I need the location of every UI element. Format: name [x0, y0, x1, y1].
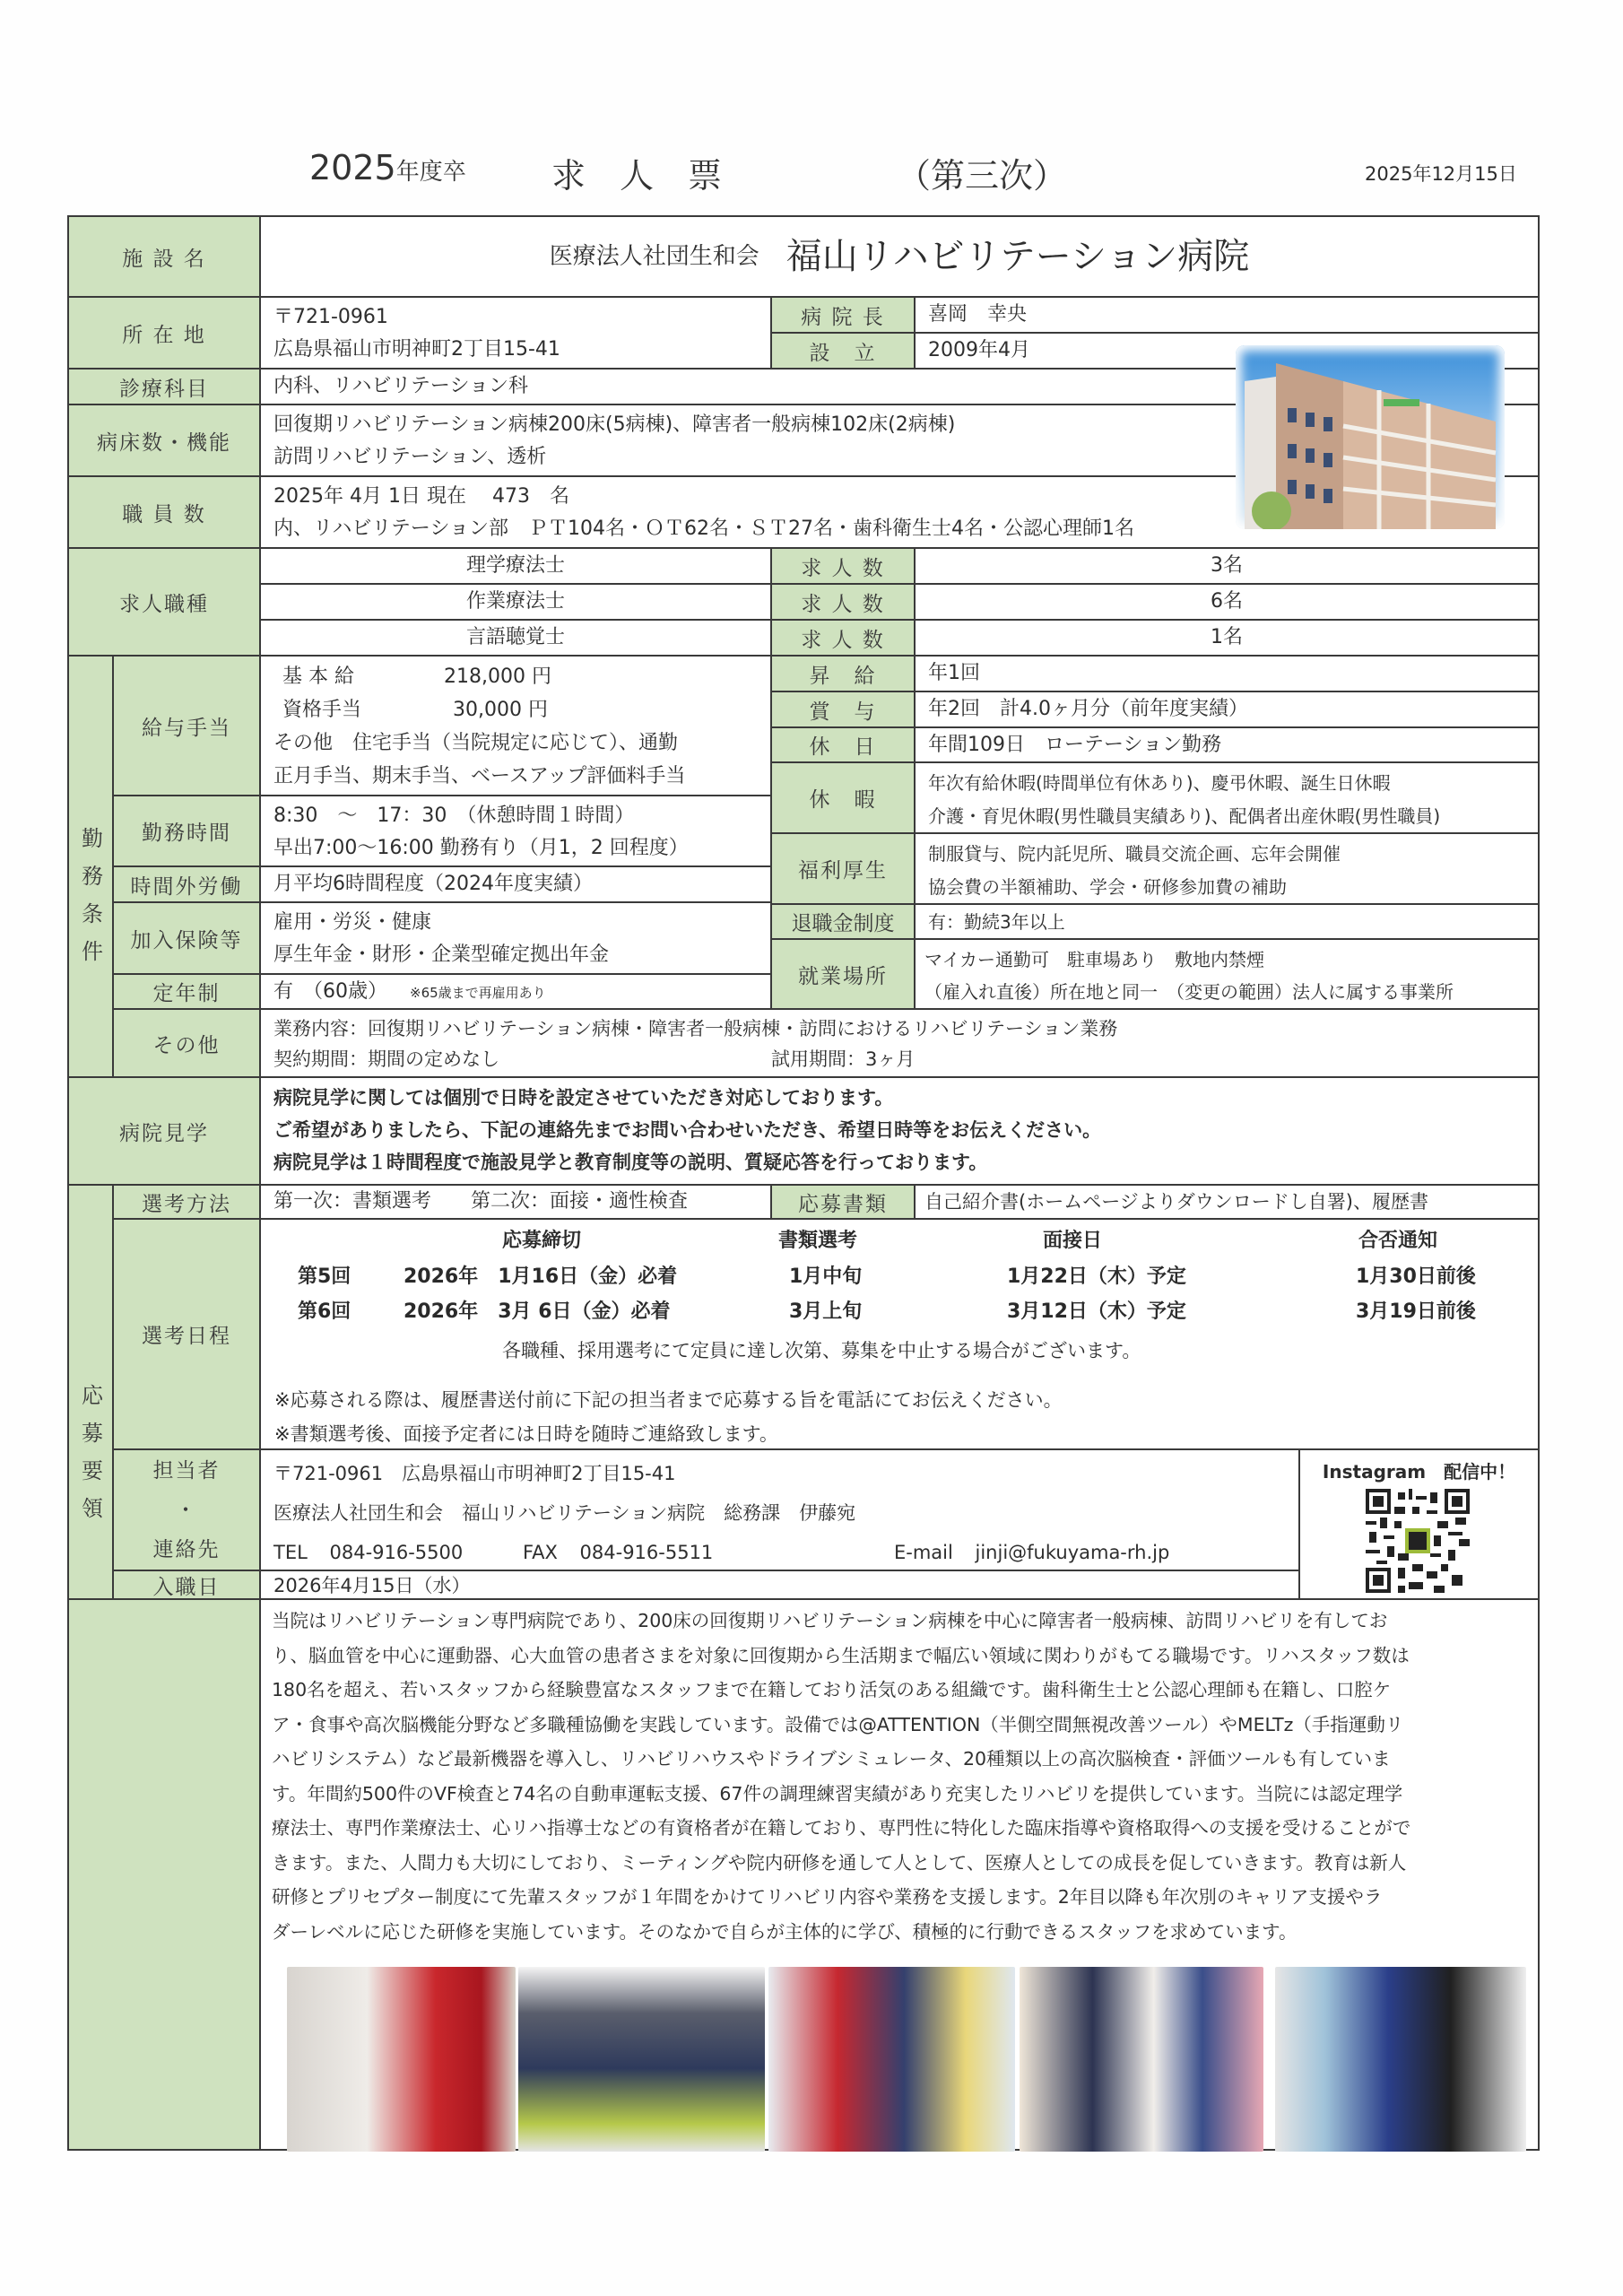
leave-label: 休 暇: [770, 761, 916, 834]
schedule-screening-6: 3月上旬: [789, 1300, 863, 1323]
fax-number: 084-916-5511: [579, 1542, 714, 1563]
application-section-label: 応募要領: [67, 1184, 114, 1600]
leave-value: [914, 761, 1540, 834]
welfare-label: 福利厚生: [770, 832, 916, 905]
schedule-header-interview: 面接日: [1043, 1230, 1103, 1252]
raise-label: 昇 給: [770, 655, 916, 692]
header-year: [309, 148, 466, 187]
severance-value: 有：勤続3年以上: [914, 903, 1540, 940]
schedule-note: 各職種、採用選考にて定員に達し次第、募集を中止する場合がございます。: [502, 1340, 1141, 1361]
photo-hand-rehab: [768, 1967, 1015, 2152]
description-line: きます。また、人間力も大切にしており、ミーティングや院内研修を通して人として、医療人としての成長を促していきます。教育は新人: [272, 1851, 1407, 1874]
email-link[interactable]: jinji@fukuyama-rh.jp: [975, 1542, 1170, 1563]
base-salary-label: 基 本 給: [282, 665, 354, 688]
photo-attention-screen: [1020, 1967, 1263, 2152]
workplace-value: [914, 938, 1540, 1010]
instagram-box: [1298, 1448, 1540, 1600]
start-label: 入職日: [112, 1570, 261, 1600]
founded-label: 設 立: [770, 332, 916, 370]
job-content: 業務内容：回復期リハビリテーション病棟・障害者一般病棟・訪問におけるリハビリテーション業務: [273, 1018, 1118, 1039]
insurance-label: 加入保険等: [112, 901, 261, 975]
contract-period: 契約期間：期間の定めなし: [273, 1048, 499, 1070]
leave-line-1: 年次有給休暇(時間単位有休あり)、慶弔休暇、誕生日休暇: [928, 772, 1391, 794]
beds-line-2: 訪問リハビリテーション、透析: [273, 446, 547, 468]
job-count-1: 3名: [914, 547, 1540, 585]
schedule-round-6: 第6回: [298, 1300, 352, 1323]
base-salary: 218,000 円: [444, 665, 551, 688]
tel-label: TEL: [273, 1542, 308, 1563]
fax-label: FAX: [522, 1542, 558, 1563]
docs-value: 自己紹介書(ホームページよりダウンロードし自署)、履歴書: [914, 1184, 1540, 1220]
description-line: 研修とプリセプター制度にて先輩スタッフが１年間をかけてリハビリ内容や業務を支援します。2年目以降も年次別のキャリア支援やラ: [272, 1886, 1383, 1908]
hours-line-2: 早出7:00～16:00 勤務有り（月1，2 回程度）: [273, 837, 689, 859]
postal-code: 〒721-0961: [273, 306, 388, 328]
schedule-screening-5: 1月中旬: [789, 1265, 863, 1288]
staff-line-1: 2025年 4月 1日 現在 473 名: [273, 485, 569, 508]
schedule-interview-5: 1月22日（木）予定: [1007, 1265, 1186, 1288]
schedule-round-5: 第5回: [298, 1265, 352, 1288]
director-label: 病 院 長: [770, 296, 916, 334]
other-label: その他: [112, 1008, 261, 1078]
salary-label: 給与手当: [112, 655, 261, 796]
doc-date: 2025年12月15日: [1365, 163, 1517, 185]
facility-name-cell: [259, 215, 1540, 298]
year-suffix: 年度卒: [395, 159, 466, 186]
welfare-line-2: 協会費の半額補助、学会・研修参加費の補助: [928, 876, 1287, 898]
schedule-deadline-5: 2026年 1月16日（金）必着: [404, 1265, 678, 1288]
staff-line-2: 内、リハビリテーション部 ＰＴ104名・ＯＴ62名・ＳＴ27名・歯科衛生士4名・公認心理師1名: [273, 517, 1134, 540]
location-value: [259, 296, 772, 370]
description-line: す。年間約500件のVF検査と74名の自動車運転支援、67件の調理練習実績があり充実したリハビリを提供しています。当院には認定理学: [272, 1782, 1403, 1805]
job-name-3: 言語聴覚士: [259, 619, 772, 657]
start-value: 2026年4月15日（水）: [259, 1570, 1300, 1600]
instagram-qr-code[interactable]: [1366, 1488, 1470, 1594]
insurance-line-2: 厚生年金・財形・企業型確定拠出年金: [273, 944, 610, 966]
application-note-1: ※応募される際は、履歴書送付前に下記の担当者まで応募する旨を電話にてお伝えください。: [274, 1389, 1063, 1411]
founded-value: 2009年4月: [914, 332, 1540, 370]
beds-label: 病床数・機能: [67, 404, 261, 477]
job-count-2: 6名: [914, 583, 1540, 621]
contact-label-contact: 連絡先: [152, 1537, 221, 1561]
method-value: 第一次：書類選考 第二次：面接・適性検査: [259, 1184, 772, 1220]
year-number: 2025: [309, 148, 396, 187]
holidays-label: 休 日: [770, 726, 916, 763]
hours-label: 勤務時間: [112, 795, 261, 867]
job-count-label-2: 求 人 数: [770, 583, 916, 621]
workplace-line-2: （雇入れ直後）所在地と同一 （変更の範囲）法人に属する事業所: [924, 981, 1454, 1003]
job-count-3: 1名: [914, 619, 1540, 657]
job-name-2: 作業療法士: [259, 583, 772, 621]
qual-allowance-label: 資格手当: [282, 699, 362, 721]
facility-label: 施 設 名: [67, 215, 261, 298]
facility-corp: 医療法人社団生和会: [549, 243, 759, 270]
welfare-value: [914, 832, 1540, 905]
contact-address: 〒721-0961 広島県福山市明神町2丁目15-41: [273, 1463, 676, 1484]
overtime-value: 月平均6時間程度（2024年度実績）: [259, 865, 772, 903]
tour-line-2: ご希望がありましたら、下記の連絡先までお問い合わせいただき、希望日時等をお伝えください。: [273, 1119, 1102, 1141]
schedule-deadline-6: 2026年 3月 6日（金）必着: [404, 1300, 671, 1323]
schedule-header-screening: 書類選考: [778, 1230, 858, 1252]
location-label: 所 在 地: [67, 296, 261, 370]
photo-evaluation: [1275, 1967, 1526, 2152]
hours-value: [259, 795, 772, 867]
leave-line-2: 介護・育児休暇(男性職員実績あり)、配偶者出産休暇(男性職員): [928, 805, 1441, 827]
schedule-result-6: 3月19日前後: [1356, 1300, 1476, 1323]
departments-label: 診療科目: [67, 368, 261, 405]
address: 広島県福山市明神町2丁目15-41: [273, 338, 560, 361]
raise-value: 年1回: [914, 655, 1540, 692]
job-count-label-1: 求 人 数: [770, 547, 916, 585]
retirement-age: 有 （60歳）: [273, 980, 387, 1003]
job-name-1: 理学療法士: [259, 547, 772, 585]
qual-allowance: 30,000 円: [453, 699, 548, 721]
hospital-building-photo: [1236, 345, 1505, 529]
contact-label: [112, 1448, 261, 1571]
photo-kitchen-training: [287, 1967, 516, 2152]
hours-line-1: 8:30 ～ 17：30 （休憩時間１時間）: [273, 804, 635, 827]
description-label-cell: [67, 1598, 261, 2151]
schedule-header-deadline: 応募締切: [502, 1230, 582, 1252]
beds-line-1: 回復期リハビリテーション病棟200床(5病棟)、障害者一般病棟102床(2病棟): [273, 413, 956, 436]
description-line: ハビリシステム）など最新機器を導入し、リハビリハウスやドライブシミュレータ、20種類以上の高次脳検査・評価ツールも有していま: [272, 1748, 1391, 1770]
contact-label-dot: ・: [175, 1498, 198, 1522]
instagram-label: Instagram 配信中！: [1322, 1461, 1516, 1483]
facility-name: 福山リハビリテーション病院: [785, 236, 1250, 277]
overtime-label: 時間外労働: [112, 865, 261, 903]
application-note-2: ※書類選考後、面接予定者には日時を随時ご連絡致します。: [274, 1423, 778, 1445]
email-label: E-mail: [893, 1542, 953, 1563]
description-line: ア・食事や高次脳機能分野など多職種協働を実践しています。設備では@ATTENTION（半側空間無視改善ツール）やMELTz（手指運動リ: [272, 1713, 1404, 1735]
staff-label: 職 員 数: [67, 475, 261, 549]
retirement-label: 定年制: [112, 973, 261, 1010]
tel-number[interactable]: 084-916-5500: [329, 1542, 464, 1563]
severance-label: 退職金制度: [770, 903, 916, 940]
holidays-value: 年間109日 ローテーション勤務: [914, 726, 1540, 763]
insurance-value: [259, 901, 772, 975]
doc-round: （第三次）: [897, 156, 1068, 196]
schedule-result-5: 1月30日前後: [1356, 1265, 1476, 1288]
docs-label: 応募書類: [770, 1184, 916, 1220]
bonus-value: 年2回 計4.0ヶ月分（前年度実績）: [914, 691, 1540, 728]
other-allowances-1: その他 住宅手当（当院規定に応じて）、通勤: [273, 732, 679, 754]
bonus-label: 賞 与: [770, 691, 916, 728]
description-line: 療法士、専門作業療法士、心リハ指導士などの有資格者が在籍しており、専門性に特化した臨床指導や資格取得への支援を受けることがで: [272, 1817, 1411, 1839]
description-line: 180名を超え、若いスタッフから経験豊富なスタッフまで在籍しており活気のある組織です。歯科衛生士と公認心理師も在籍し、口腔ケ: [272, 1679, 1392, 1700]
retirement-note: ※65歳まで再雇用あり: [410, 985, 546, 1001]
tour-label: 病院見学: [67, 1076, 261, 1186]
contact-value: [259, 1448, 1300, 1571]
director-value: 喜岡 幸央: [914, 296, 1540, 334]
schedule-interview-6: 3月12日（木）予定: [1007, 1300, 1186, 1323]
trial-period: 試用期間：3ヶ月: [771, 1048, 916, 1070]
tour-line-1: 病院見学に関しては個別で日時を設定させていただき対応しております。: [273, 1087, 894, 1109]
retirement-value: [259, 973, 772, 1010]
building-illustration: [1236, 345, 1505, 529]
welfare-line-1: 制服貸与、院内託児所、職員交流企画、忘年会開催: [928, 843, 1341, 865]
photo-driving-simulator: [518, 1967, 765, 2152]
tour-value: [259, 1076, 1540, 1186]
description-line: ダーレベルに応じた研修を実施しています。そのなかで自らが主体的に学び、積極的に行動できるスタッフを求めています。: [272, 1920, 1298, 1943]
other-allowances-2: 正月手当、期末手当、ベースアップ評価料手当: [273, 765, 686, 787]
conditions-section-label: 勤務条件: [67, 655, 114, 1078]
method-label: 選考方法: [112, 1184, 261, 1220]
schedule-header-result: 合否通知: [1358, 1230, 1438, 1252]
description-line: り、脳血管を中心に運動器、心大血管の患者さまを対象に回復期から生活期まで幅広い領域に関わりがもてる職場です。リハスタッフ数は: [272, 1644, 1410, 1666]
schedule-label: 選考日程: [112, 1218, 261, 1450]
other-value: [259, 1008, 1540, 1078]
job-count-label-3: 求 人 数: [770, 619, 916, 657]
tour-line-3: 病院見学は１時間程度で施設見学と教育制度等の説明、質疑応答を行っております。: [273, 1152, 988, 1173]
jobs-label: 求人職種: [67, 547, 261, 657]
description-line: 当院はリハビリテーション専門病院であり、200床の回復期リハビリテーション病棟を中心に障害者一般病棟、訪問リハビリを有してお: [272, 1610, 1388, 1631]
salary-value: [259, 655, 772, 796]
workplace-label: 就業場所: [770, 938, 916, 1010]
contact-person: 医療法人社団生和会 福山リハビリテーション病院 総務課 伊藤宛: [273, 1502, 856, 1524]
workplace-line-1: マイカー通勤可 駐車場あり 敷地内禁煙: [924, 949, 1264, 970]
contact-label-person: 担当者: [152, 1458, 221, 1483]
schedule-value: [259, 1218, 1540, 1450]
departments-value: 内科、リハビリテーション科: [259, 368, 1540, 405]
doc-title: 求 人 票: [551, 156, 723, 196]
insurance-line-1: 雇用・労災・健康: [273, 911, 432, 934]
